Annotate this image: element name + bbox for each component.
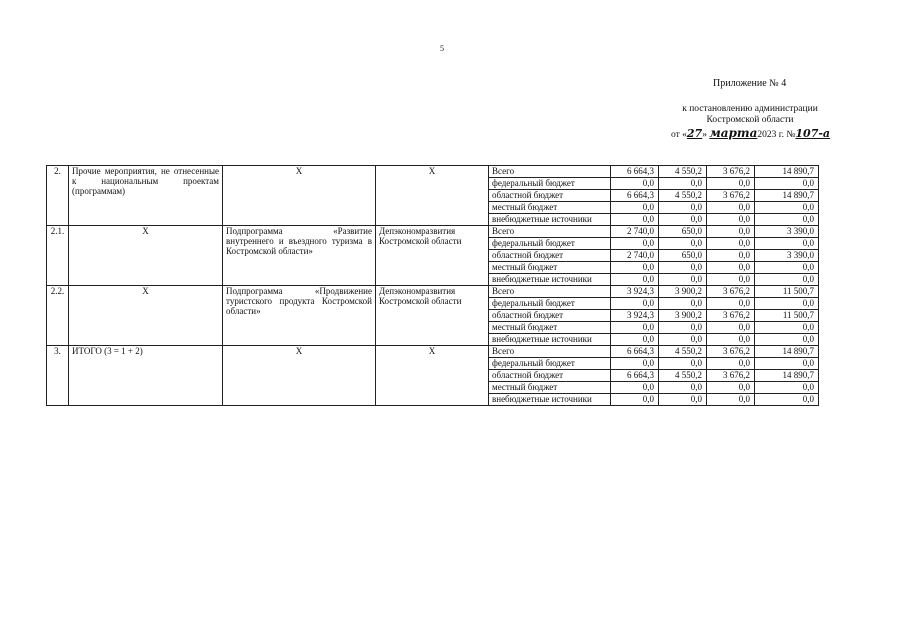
amount-cell: 0,0 <box>755 178 819 190</box>
funding-source-cell: федеральный бюджет <box>489 358 611 370</box>
amount-cell: 0,0 <box>611 298 659 310</box>
amount-cell: 0,0 <box>755 238 819 250</box>
amount-cell: 3 676,2 <box>707 346 755 358</box>
amount-cell: 0,0 <box>611 238 659 250</box>
funding-source-cell: областной бюджет <box>489 370 611 382</box>
table-row <box>47 166 819 178</box>
amount-cell: 0,0 <box>659 202 707 214</box>
decree-reference <box>650 104 850 126</box>
budget-table-body <box>47 166 819 406</box>
amount-cell: 0,0 <box>755 274 819 286</box>
amount-cell: 0,0 <box>707 358 755 370</box>
amount-cell: 0,0 <box>659 274 707 286</box>
amount-cell: 14 890,7 <box>755 190 819 202</box>
funding-source-cell: Всего <box>489 286 611 298</box>
amount-cell: 4 550,2 <box>659 346 707 358</box>
amount-cell: 11 500,7 <box>755 310 819 322</box>
funding-source-cell: областной бюджет <box>489 310 611 322</box>
amount-cell: 0,0 <box>707 250 755 262</box>
amount-cell: 0,0 <box>611 202 659 214</box>
decree-prefix: от « <box>671 130 687 140</box>
amount-cell: 0,0 <box>659 382 707 394</box>
amount-cell: 3 900,2 <box>659 310 707 322</box>
funding-source-cell: федеральный бюджет <box>489 178 611 190</box>
decree-day-handwritten: 27 <box>686 127 703 140</box>
amount-cell: 0,0 <box>611 262 659 274</box>
budget-table <box>46 165 819 406</box>
amount-cell: 3 676,2 <box>707 190 755 202</box>
amount-cell: 3 390,0 <box>755 250 819 262</box>
amount-cell: 0,0 <box>707 394 755 406</box>
row-number-cell: 3. <box>47 346 69 406</box>
amount-cell: 0,0 <box>707 382 755 394</box>
amount-cell: 0,0 <box>659 262 707 274</box>
amount-cell: 0,0 <box>707 262 755 274</box>
amount-cell: 0,0 <box>707 202 755 214</box>
subprogram-cell: Подпрограмма «Продвижение туристского продукта Костромской области» <box>223 286 376 346</box>
amount-cell: 0,0 <box>707 322 755 334</box>
event-name-cell: X <box>69 286 223 346</box>
funding-source-cell: местный бюджет <box>489 322 611 334</box>
amount-cell: 0,0 <box>755 298 819 310</box>
amount-cell: 2 740,0 <box>611 226 659 238</box>
amount-cell: 0,0 <box>755 382 819 394</box>
amount-cell: 0,0 <box>707 334 755 346</box>
subprogram-cell: X <box>223 166 376 226</box>
amount-cell: 14 890,7 <box>755 346 819 358</box>
funding-source-cell: внебюджетные источники <box>489 214 611 226</box>
funding-source-cell: Всего <box>489 346 611 358</box>
amount-cell: 0,0 <box>659 394 707 406</box>
amount-cell: 0,0 <box>659 322 707 334</box>
table-row <box>47 346 819 358</box>
executor-cell: X <box>376 346 489 406</box>
decree-year-no: 2023 г. № <box>757 130 796 140</box>
funding-source-cell: областной бюджет <box>489 250 611 262</box>
decree-line-1: к постановлению администрации <box>682 104 818 114</box>
row-number-cell: 2.1. <box>47 226 69 286</box>
amount-cell: 0,0 <box>707 178 755 190</box>
event-name-cell: X <box>69 226 223 286</box>
amount-cell: 0,0 <box>707 226 755 238</box>
amount-cell: 0,0 <box>755 394 819 406</box>
amount-cell: 4 550,2 <box>659 370 707 382</box>
decree-line-2: Костромской области <box>706 115 794 125</box>
funding-source-cell: федеральный бюджет <box>489 238 611 250</box>
amount-cell: 3 676,2 <box>707 286 755 298</box>
decree-date-line <box>671 126 830 140</box>
decree-mid: » <box>702 130 707 140</box>
amount-cell: 0,0 <box>611 274 659 286</box>
executor-cell: Депэкономразвития Костромской области <box>376 286 489 346</box>
amount-cell: 0,0 <box>611 322 659 334</box>
amount-cell: 0,0 <box>755 358 819 370</box>
row-number-cell: 2.2. <box>47 286 69 346</box>
amount-cell: 4 550,2 <box>659 190 707 202</box>
amount-cell: 3 924,3 <box>611 286 659 298</box>
amount-cell: 0,0 <box>707 274 755 286</box>
amount-cell: 14 890,7 <box>755 370 819 382</box>
amount-cell: 0,0 <box>611 394 659 406</box>
subprogram-cell: Подпрограмма «Развитие внутреннего и въездного туризма в Костромской области» <box>223 226 376 286</box>
amount-cell: 6 664,3 <box>611 370 659 382</box>
decree-number-handwritten: 107-а <box>795 127 831 140</box>
executor-cell: Депэкономразвития Костромской области <box>376 226 489 286</box>
amount-cell: 3 676,2 <box>707 166 755 178</box>
amount-cell: 0,0 <box>611 382 659 394</box>
event-name-cell: Прочие мероприятия, не отнесенные к национальным проектам (программам) <box>69 166 223 226</box>
page-number: 5 <box>440 44 444 53</box>
annex-title: Приложение № 4 <box>713 78 787 89</box>
event-name-cell: ИТОГО (3 = 1 + 2) <box>69 346 223 406</box>
table-row <box>47 226 819 238</box>
amount-cell: 0,0 <box>659 358 707 370</box>
amount-cell: 6 664,3 <box>611 190 659 202</box>
amount-cell: 0,0 <box>755 202 819 214</box>
amount-cell: 0,0 <box>611 214 659 226</box>
amount-cell: 0,0 <box>611 178 659 190</box>
funding-source-cell: внебюджетные источники <box>489 394 611 406</box>
funding-source-cell: местный бюджет <box>489 202 611 214</box>
funding-source-cell: федеральный бюджет <box>489 298 611 310</box>
decree-month-handwritten: марта <box>709 126 758 140</box>
amount-cell: 0,0 <box>707 298 755 310</box>
amount-cell: 0,0 <box>659 334 707 346</box>
amount-cell: 0,0 <box>755 262 819 274</box>
amount-cell: 11 500,7 <box>755 286 819 298</box>
amount-cell: 650,0 <box>659 226 707 238</box>
amount-cell: 0,0 <box>659 178 707 190</box>
amount-cell: 650,0 <box>659 250 707 262</box>
amount-cell: 0,0 <box>659 238 707 250</box>
funding-source-cell: местный бюджет <box>489 382 611 394</box>
amount-cell: 4 550,2 <box>659 166 707 178</box>
amount-cell: 3 924,3 <box>611 310 659 322</box>
amount-cell: 3 900,2 <box>659 286 707 298</box>
amount-cell: 0,0 <box>611 334 659 346</box>
amount-cell: 2 740,0 <box>611 250 659 262</box>
subprogram-cell: X <box>223 346 376 406</box>
amount-cell: 6 664,3 <box>611 166 659 178</box>
amount-cell: 3 676,2 <box>707 310 755 322</box>
amount-cell: 0,0 <box>755 334 819 346</box>
amount-cell: 14 890,7 <box>755 166 819 178</box>
amount-cell: 3 676,2 <box>707 370 755 382</box>
funding-source-cell: Всего <box>489 226 611 238</box>
amount-cell: 0,0 <box>659 214 707 226</box>
table-row <box>47 286 819 298</box>
amount-cell: 0,0 <box>707 214 755 226</box>
amount-cell: 0,0 <box>707 238 755 250</box>
row-number-cell: 2. <box>47 166 69 226</box>
executor-cell: X <box>376 166 489 226</box>
amount-cell: 0,0 <box>755 322 819 334</box>
amount-cell: 3 390,0 <box>755 226 819 238</box>
funding-source-cell: областной бюджет <box>489 190 611 202</box>
amount-cell: 6 664,3 <box>611 346 659 358</box>
amount-cell: 0,0 <box>611 358 659 370</box>
amount-cell: 0,0 <box>659 298 707 310</box>
funding-source-cell: Всего <box>489 166 611 178</box>
funding-source-cell: внебюджетные источники <box>489 334 611 346</box>
funding-source-cell: местный бюджет <box>489 262 611 274</box>
amount-cell: 0,0 <box>755 214 819 226</box>
funding-source-cell: внебюджетные источники <box>489 274 611 286</box>
